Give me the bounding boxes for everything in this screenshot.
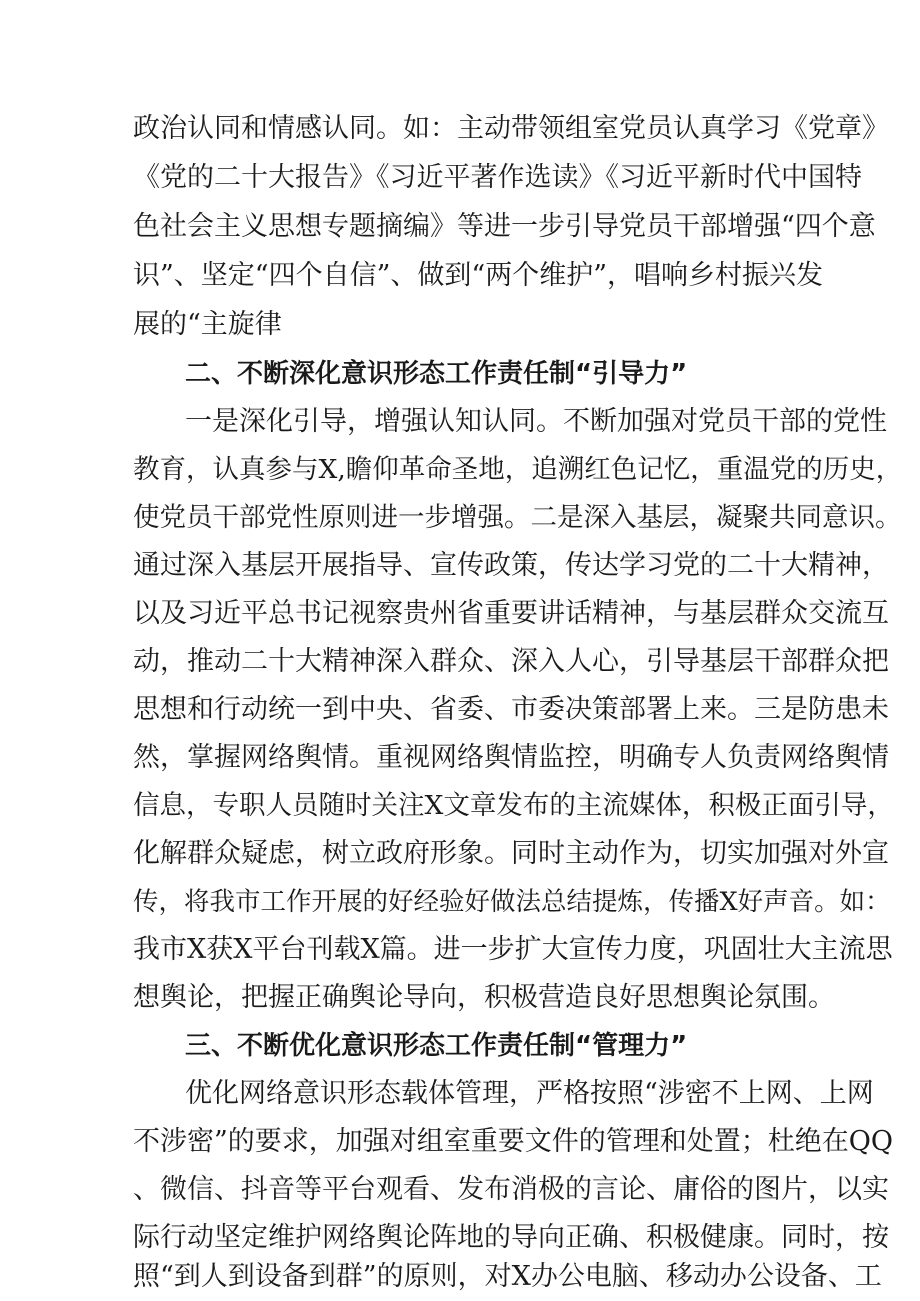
paragraph-line: 通过深入基层开展指导、宣传政策，传达学习党的二十大精神， bbox=[133, 550, 889, 581]
paragraph-line: 以及习近平总书记视察贵州省重要讲话精神，与基层群众交流互 bbox=[133, 598, 889, 629]
paragraph-line: 识”、坚定“四个自信”、做到“两个维护”，唱响乡村振兴发 bbox=[133, 260, 824, 291]
paragraph-line: 信息，专职人员随时关注X文章发布的主流媒体，积极正面引导， bbox=[133, 790, 894, 821]
paragraph-line: 政治认同和情感认同。如：主动带领组室党员认真学习《党章》 bbox=[133, 113, 889, 144]
paragraph-line: 展的“主旋律 bbox=[133, 309, 282, 340]
paragraph-line: 优化网络意识形态载体管理，严格按照“涉密不上网、上网 bbox=[185, 1078, 874, 1109]
paragraph-line: 教育，认真参与X,瞻仰革命圣地，追溯红色记忆，重温党的历史， bbox=[133, 454, 903, 485]
paragraph-line: 不涉密”的要求，加强对组室重要文件的管理和处置；杜绝在QQ bbox=[133, 1126, 894, 1157]
section-heading-3: 三、不断优化意识形态工作责任制“管理力” bbox=[185, 1031, 688, 1061]
paragraph-line: 化解群众疑虑，树立政府形象。同时主动作为，切实加强对外宣 bbox=[133, 838, 889, 869]
paragraph-line: 动，推动二十大精神深入群众、深入人心，引导基层干部群众把 bbox=[133, 646, 889, 677]
paragraph-line: 《党的二十大报告》《习近平著作选读》《习近平新时代中国特 bbox=[133, 162, 862, 193]
paragraph-line: 际行动坚定维护网络舆论阵地的导向正确、积极健康。同时，按 bbox=[133, 1222, 889, 1253]
paragraph-line: 、微信、抖音等平台观看、发布消极的言论、庸俗的图片，以实 bbox=[133, 1174, 889, 1205]
section-heading-2: 二、不断深化意识形态工作责任制“引导力” bbox=[185, 359, 688, 389]
paragraph-line: 然，掌握网络舆情。重视网络舆情监控，明确专人负责网络舆情 bbox=[133, 742, 889, 773]
paragraph-line: 想舆论，把握正确舆论导向，积极营造良好思想舆论氛围。 bbox=[133, 982, 835, 1013]
paragraph-line: 思想和行动统一到中央、省委、市委决策部署上来。三是防患未 bbox=[133, 694, 889, 725]
paragraph-line: 传，将我市工作开展的好经验好做法总结提炼，传播X好声音。如： bbox=[133, 887, 891, 917]
paragraph-line: 使党员干部党性原则进一步增强。二是深入基层，凝聚共同意识。 bbox=[133, 502, 902, 533]
paragraph-line: 色社会主义思想专题摘编》等进一步引导党员干部增强“四个意 bbox=[133, 211, 876, 242]
paragraph-line: 我市X获X平台刊载X篇。进一步扩大宣传力度，巩固壮大主流思 bbox=[133, 934, 893, 965]
paragraph-line: 照“到人到设备到群”的原则，对X办公电脑、移动办公设备、工 bbox=[133, 1261, 882, 1292]
paragraph-line: 一是深化引导，增强认知认同。不断加强对党员干部的党性 bbox=[185, 406, 887, 437]
